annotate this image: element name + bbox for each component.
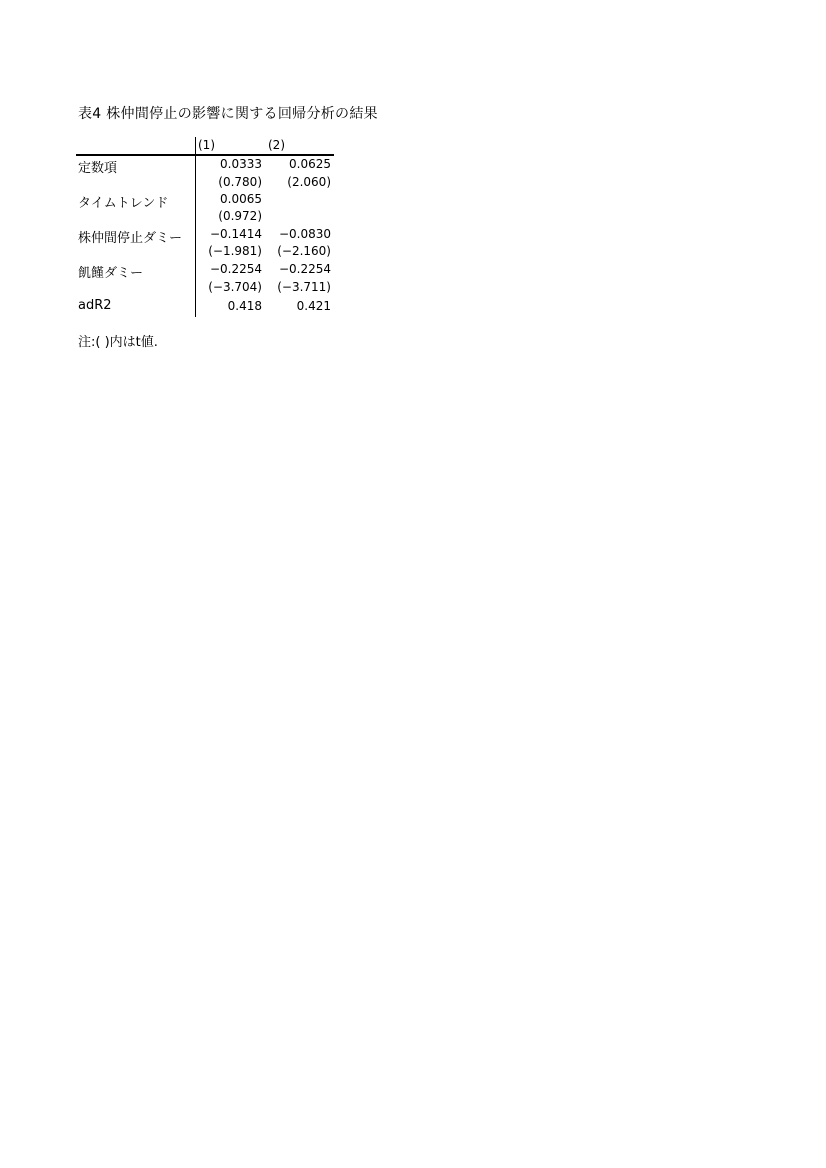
tstat-famine-2: (−3.711) xyxy=(277,280,331,294)
column-header-1: (1) xyxy=(198,138,215,152)
coef-famine-2: −0.2254 xyxy=(278,262,331,276)
tstat-guild-suspension-1: (−1.981) xyxy=(208,244,262,258)
tstat-guild-suspension-2: (−2.160) xyxy=(277,244,331,258)
coef-famine-1: −0.2254 xyxy=(209,262,262,276)
coef-time-trend-1: 0.0065 xyxy=(220,192,262,206)
row-label-famine-dummy: 飢饉ダミー xyxy=(78,266,144,281)
row-label-guild-suspension-dummy: 株仲間停止ダミー xyxy=(78,231,183,246)
tstat-constant-1: (0.780) xyxy=(218,175,262,189)
coef-guild-suspension-1: −0.1414 xyxy=(209,227,262,241)
row-label-constant: 定数項 xyxy=(78,161,118,176)
table-note: 注:( )内はt値. xyxy=(78,335,158,350)
adjusted-r2-1: 0.418 xyxy=(227,299,262,313)
coef-constant-1: 0.0333 xyxy=(220,157,262,171)
coef-constant-2: 0.0625 xyxy=(289,157,331,171)
table-header-rule xyxy=(76,154,334,156)
tstat-time-trend-1: (0.972) xyxy=(218,209,262,223)
regression-table xyxy=(76,137,338,317)
coef-guild-suspension-2: −0.0830 xyxy=(278,227,331,241)
tstat-constant-2: (2.060) xyxy=(287,175,331,189)
column-header-2: (2) xyxy=(268,138,285,152)
row-label-time-trend: タイムトレンド xyxy=(78,196,169,211)
adjusted-r2-2: 0.421 xyxy=(296,299,331,313)
tstat-famine-1: (−3.704) xyxy=(208,280,262,294)
table-vertical-rule xyxy=(195,137,196,317)
table-title: 表4 株仲間停止の影響に関する回帰分析の結果 xyxy=(78,106,378,122)
row-label-adjusted-r2: adR2 xyxy=(78,298,112,313)
